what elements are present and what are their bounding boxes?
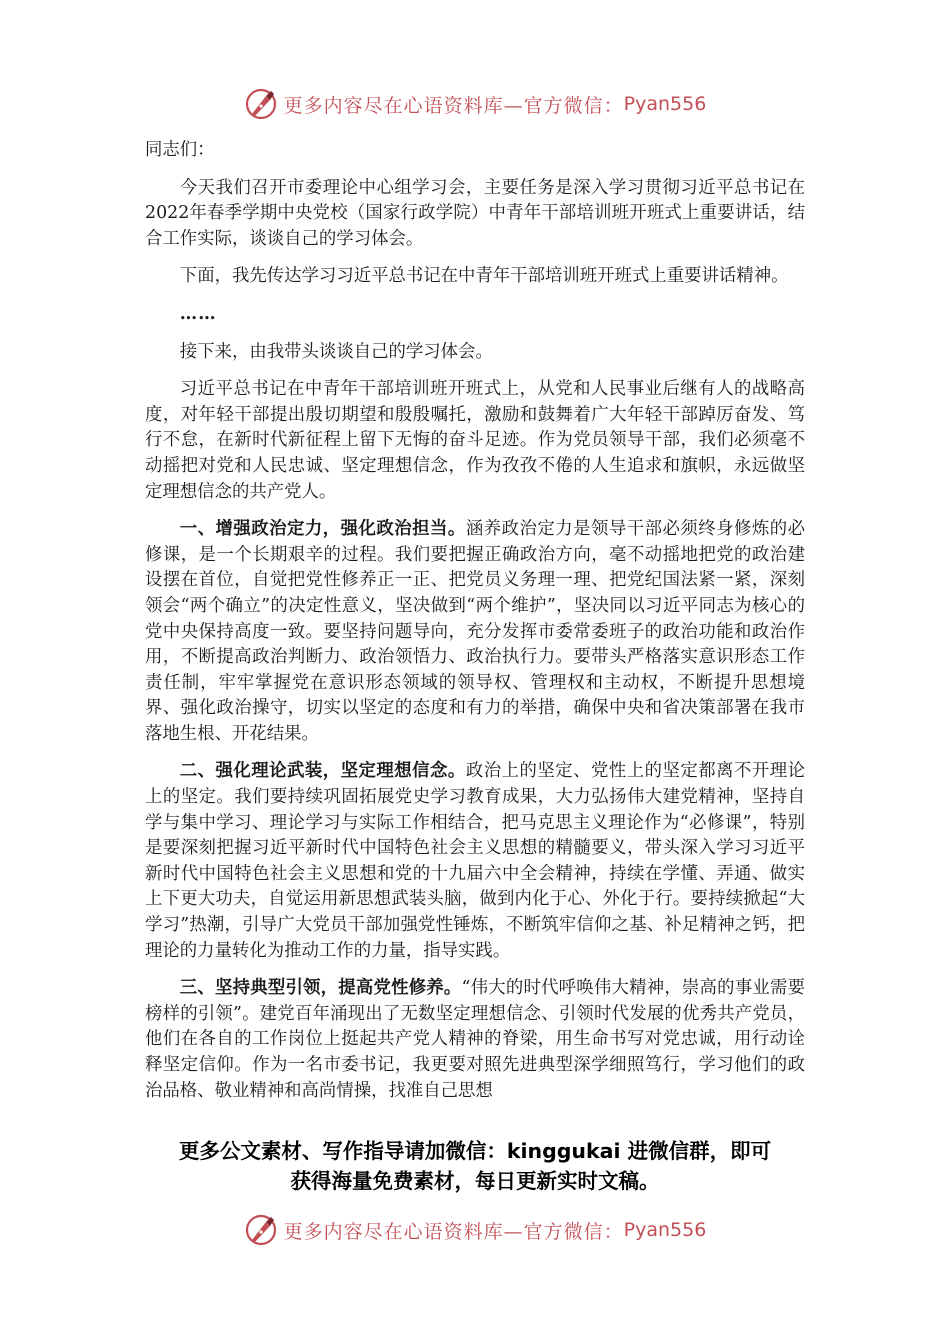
watermark-wechat-id: Pyan556 <box>623 1219 707 1241</box>
pen-nib-logo-icon <box>244 87 278 121</box>
section-three <box>145 976 805 1104</box>
section-one <box>145 517 805 747</box>
promo-line-1: 更多公文素材、写作指导请加微信：kinggukai 进微信群，即可 <box>178 1139 772 1163</box>
section-body: 政治上的坚定、党性上的坚定都离不开理论上的坚定。我们要持续巩固拓展党史学习教育成果，大力弘扬伟大建党精神，坚持自学与集中学习、理论学习与实际工作相结合，把马克思主义理论作为“必修课”，特别是要深刻把握习近平新时代中国特色社会主义思想的精髓要义，带头深入学习习近平新时代中国特色社会主义思想和党的十九届六中全会精神，持续在学懂、弄通、做实上下更大功夫，自觉运用新思想武装头脑，做到内化于心、外化于行。要持续掀起“大学习”热潮，引导广大党员干部加强党性锤炼，不断筑牢信仰之基、补足精神之钙，把理论的力量转化为推动工作的力量，指导实践。 <box>145 761 805 961</box>
paragraph-transition: 接下来，由我带头谈谈自己的学习体会。 <box>179 341 493 362</box>
paragraph-summary: 习近平总书记在中青年干部培训班开班式上，从党和人民事业后继有人的战略高度，对年轻干部提出殷切期望和殷殷嘱托，激励和鼓舞着广大年轻干部踔厉奋发、笃行不怠，在新时代新征程上留下无悔的奋斗足迹。作为党员领导干部，我们必须毫不动摇把对党和人民忠诚、坚定理想信念，作为孜孜不倦的人生追求和旗帜，永远做坚定理想信念的共产党人。 <box>145 379 805 502</box>
section-body: “伟大的时代呼唤伟大精神，崇高的事业需要榜样的引领”。建党百年涌现出了无数坚定理想信念、引领时代发展的优秀共产党员，他们在各自的工作岗位上挺起共产党人精神的脊梁，用生命书写对党忠诚，用行动诠释坚定信仰。作为一名市委书记，我更要对照先进典型深学细照笃行，学习他们的政治品格、敬业精神和高尚情操，找准自己思想 <box>145 978 805 1101</box>
section-two <box>145 759 805 964</box>
section-heading: 一、增强政治定力，强化政治担当。 <box>179 519 466 540</box>
watermark-wechat-id: Pyan556 <box>623 93 707 115</box>
section-body: 涵养政治定力是领导干部必须终身修炼的必修课，是一个长期艰辛的过程。我们要把握正确政治方向，毫不动摇地把党的政治建设摆在首位，自觉把党性修养正一正、把党员义务理一理、把党纪国法紧一紧，深刻领会“两个确立”的决定性意义，坚决做到“两个维护”，坚决同以习近平同志为核心的党中央保持高度一致。要坚持问题导向，充分发挥市委常委班子的政治功能和政治作用，不断提高政治判断力、政治领悟力、政治执行力。要带头严格落实意识形态工作责任制，牢牢掌握党在意识形态领域的领导权、管理权和主动权，不断提升思想境界、强化政治操守，切实以坚定的态度和有力的举措，确保中央和省决策部署在我市落地生根、开花结果。 <box>145 519 805 744</box>
watermark-text: 更多内容尽在心语资料库—官方微信： <box>283 94 624 117</box>
section-heading: 三、坚持典型引领，提高党性修养。 <box>179 978 462 999</box>
watermark-header <box>0 82 950 126</box>
section-heading: 二、强化理论武装，坚定理想信念。 <box>179 761 466 782</box>
promo-banner <box>120 1136 830 1196</box>
paragraph-transmit: 下面，我先传达学习习近平总书记在中青年干部培训班开班式上重要讲话精神。 <box>179 266 789 287</box>
watermark-text: 更多内容尽在心语资料库—官方微信： <box>283 1220 624 1243</box>
promo-line-2: 获得海量免费素材，每日更新实时文稿。 <box>290 1169 660 1193</box>
greeting: 同志们： <box>145 140 215 160</box>
document-body <box>145 138 805 1104</box>
pen-nib-logo-icon <box>244 1213 278 1247</box>
paragraph-intro: 今天我们召开市委理论中心组学习会，主要任务是深入学习贯彻习近平总书记在2022年春季学期中央党校（国家行政学院）中青年干部培训班开班式上重要讲话，结合工作实际，谈谈自己的学习体会。 <box>145 177 805 249</box>
watermark-footer <box>0 1208 950 1252</box>
paragraph-ellipsis: …… <box>179 303 217 324</box>
